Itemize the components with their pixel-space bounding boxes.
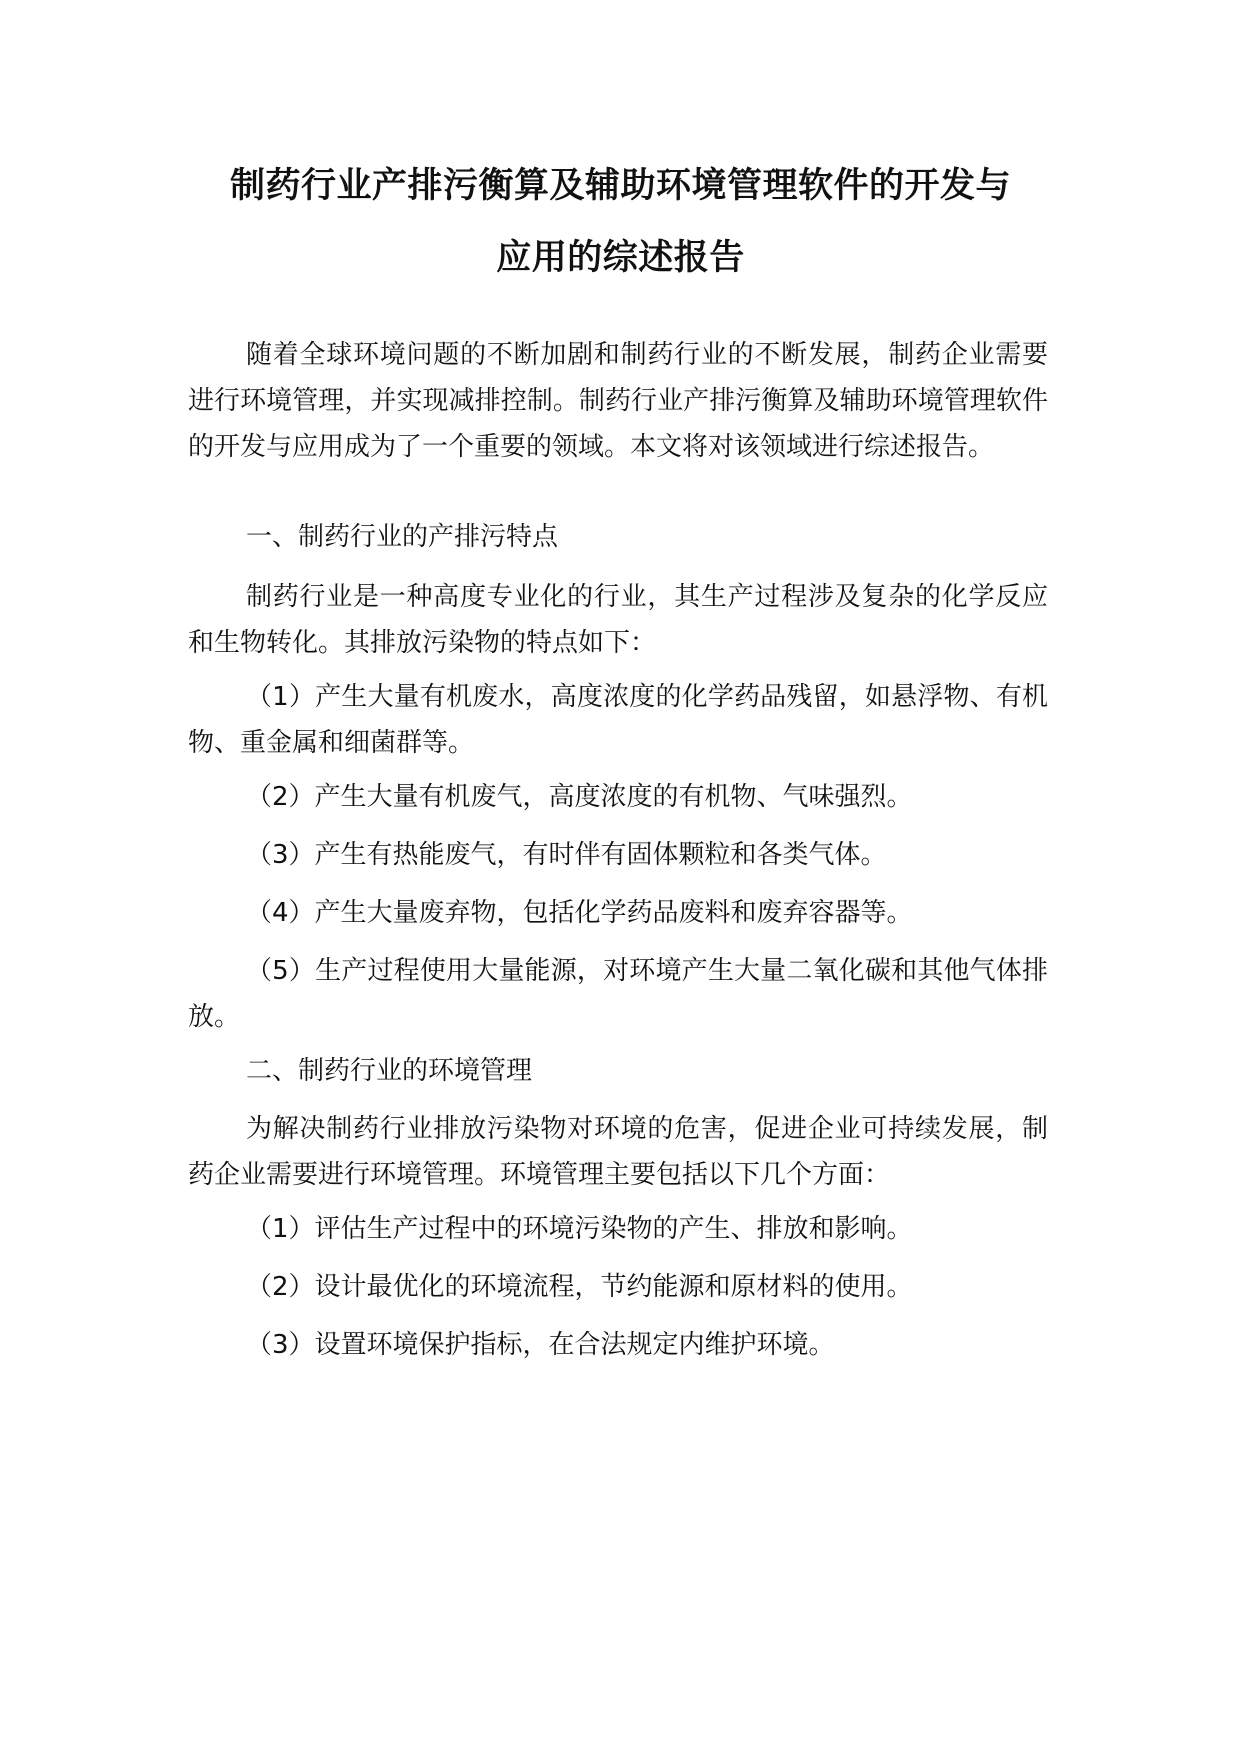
intro-paragraph: 随着全球环境问题的不断加剧和制药行业的不断发展，制药企业需要进行环境管理，并实现减排控制。制药行业产排污衡算及辅助环境管理软件的开发与应用成为了一个重要的领域。本文将对该领域进行综述报告。: [188, 340, 1048, 462]
list-item: （2）产生大量有机废气，高度浓度的有机物、气味强烈。: [246, 782, 913, 812]
list-item: （1）产生大量有机废水，高度浓度的化学药品残留，如悬浮物、有机物、重金属和细菌群等。: [188, 682, 1048, 758]
section-heading-2: 二、制药行业的环境管理: [246, 1056, 533, 1086]
body-paragraph: 为解决制药行业排放污染物对环境的危害，促进企业可持续发展，制药企业需要进行环境管理。环境管理主要包括以下几个方面：: [188, 1114, 1048, 1190]
document-title-line-1: 制药行业产排污衡算及辅助环境管理软件的开发与: [229, 166, 1011, 206]
list-item: （3）设置环境保护指标，在合法规定内维护环境。: [246, 1330, 835, 1360]
list-item: （5）生产过程使用大量能源，对环境产生大量二氧化碳和其他气体排放。: [188, 956, 1048, 1032]
list-item: （4）产生大量废弃物，包括化学药品废料和废弃容器等。: [246, 898, 913, 928]
section-heading-1: 一、制药行业的产排污特点: [246, 522, 559, 552]
list-item: （1）评估生产过程中的环境污染物的产生、排放和影响。: [246, 1214, 913, 1244]
document-title-line-2: 应用的综述报告: [496, 238, 745, 278]
body-paragraph: 制药行业是一种高度专业化的行业，其生产过程涉及复杂的化学反应和生物转化。其排放污染物的特点如下：: [188, 582, 1048, 658]
list-item: （2）设计最优化的环境流程，节约能源和原材料的使用。: [246, 1272, 913, 1302]
list-item: （3）产生有热能废气，有时伴有固体颗粒和各类气体。: [246, 840, 887, 870]
